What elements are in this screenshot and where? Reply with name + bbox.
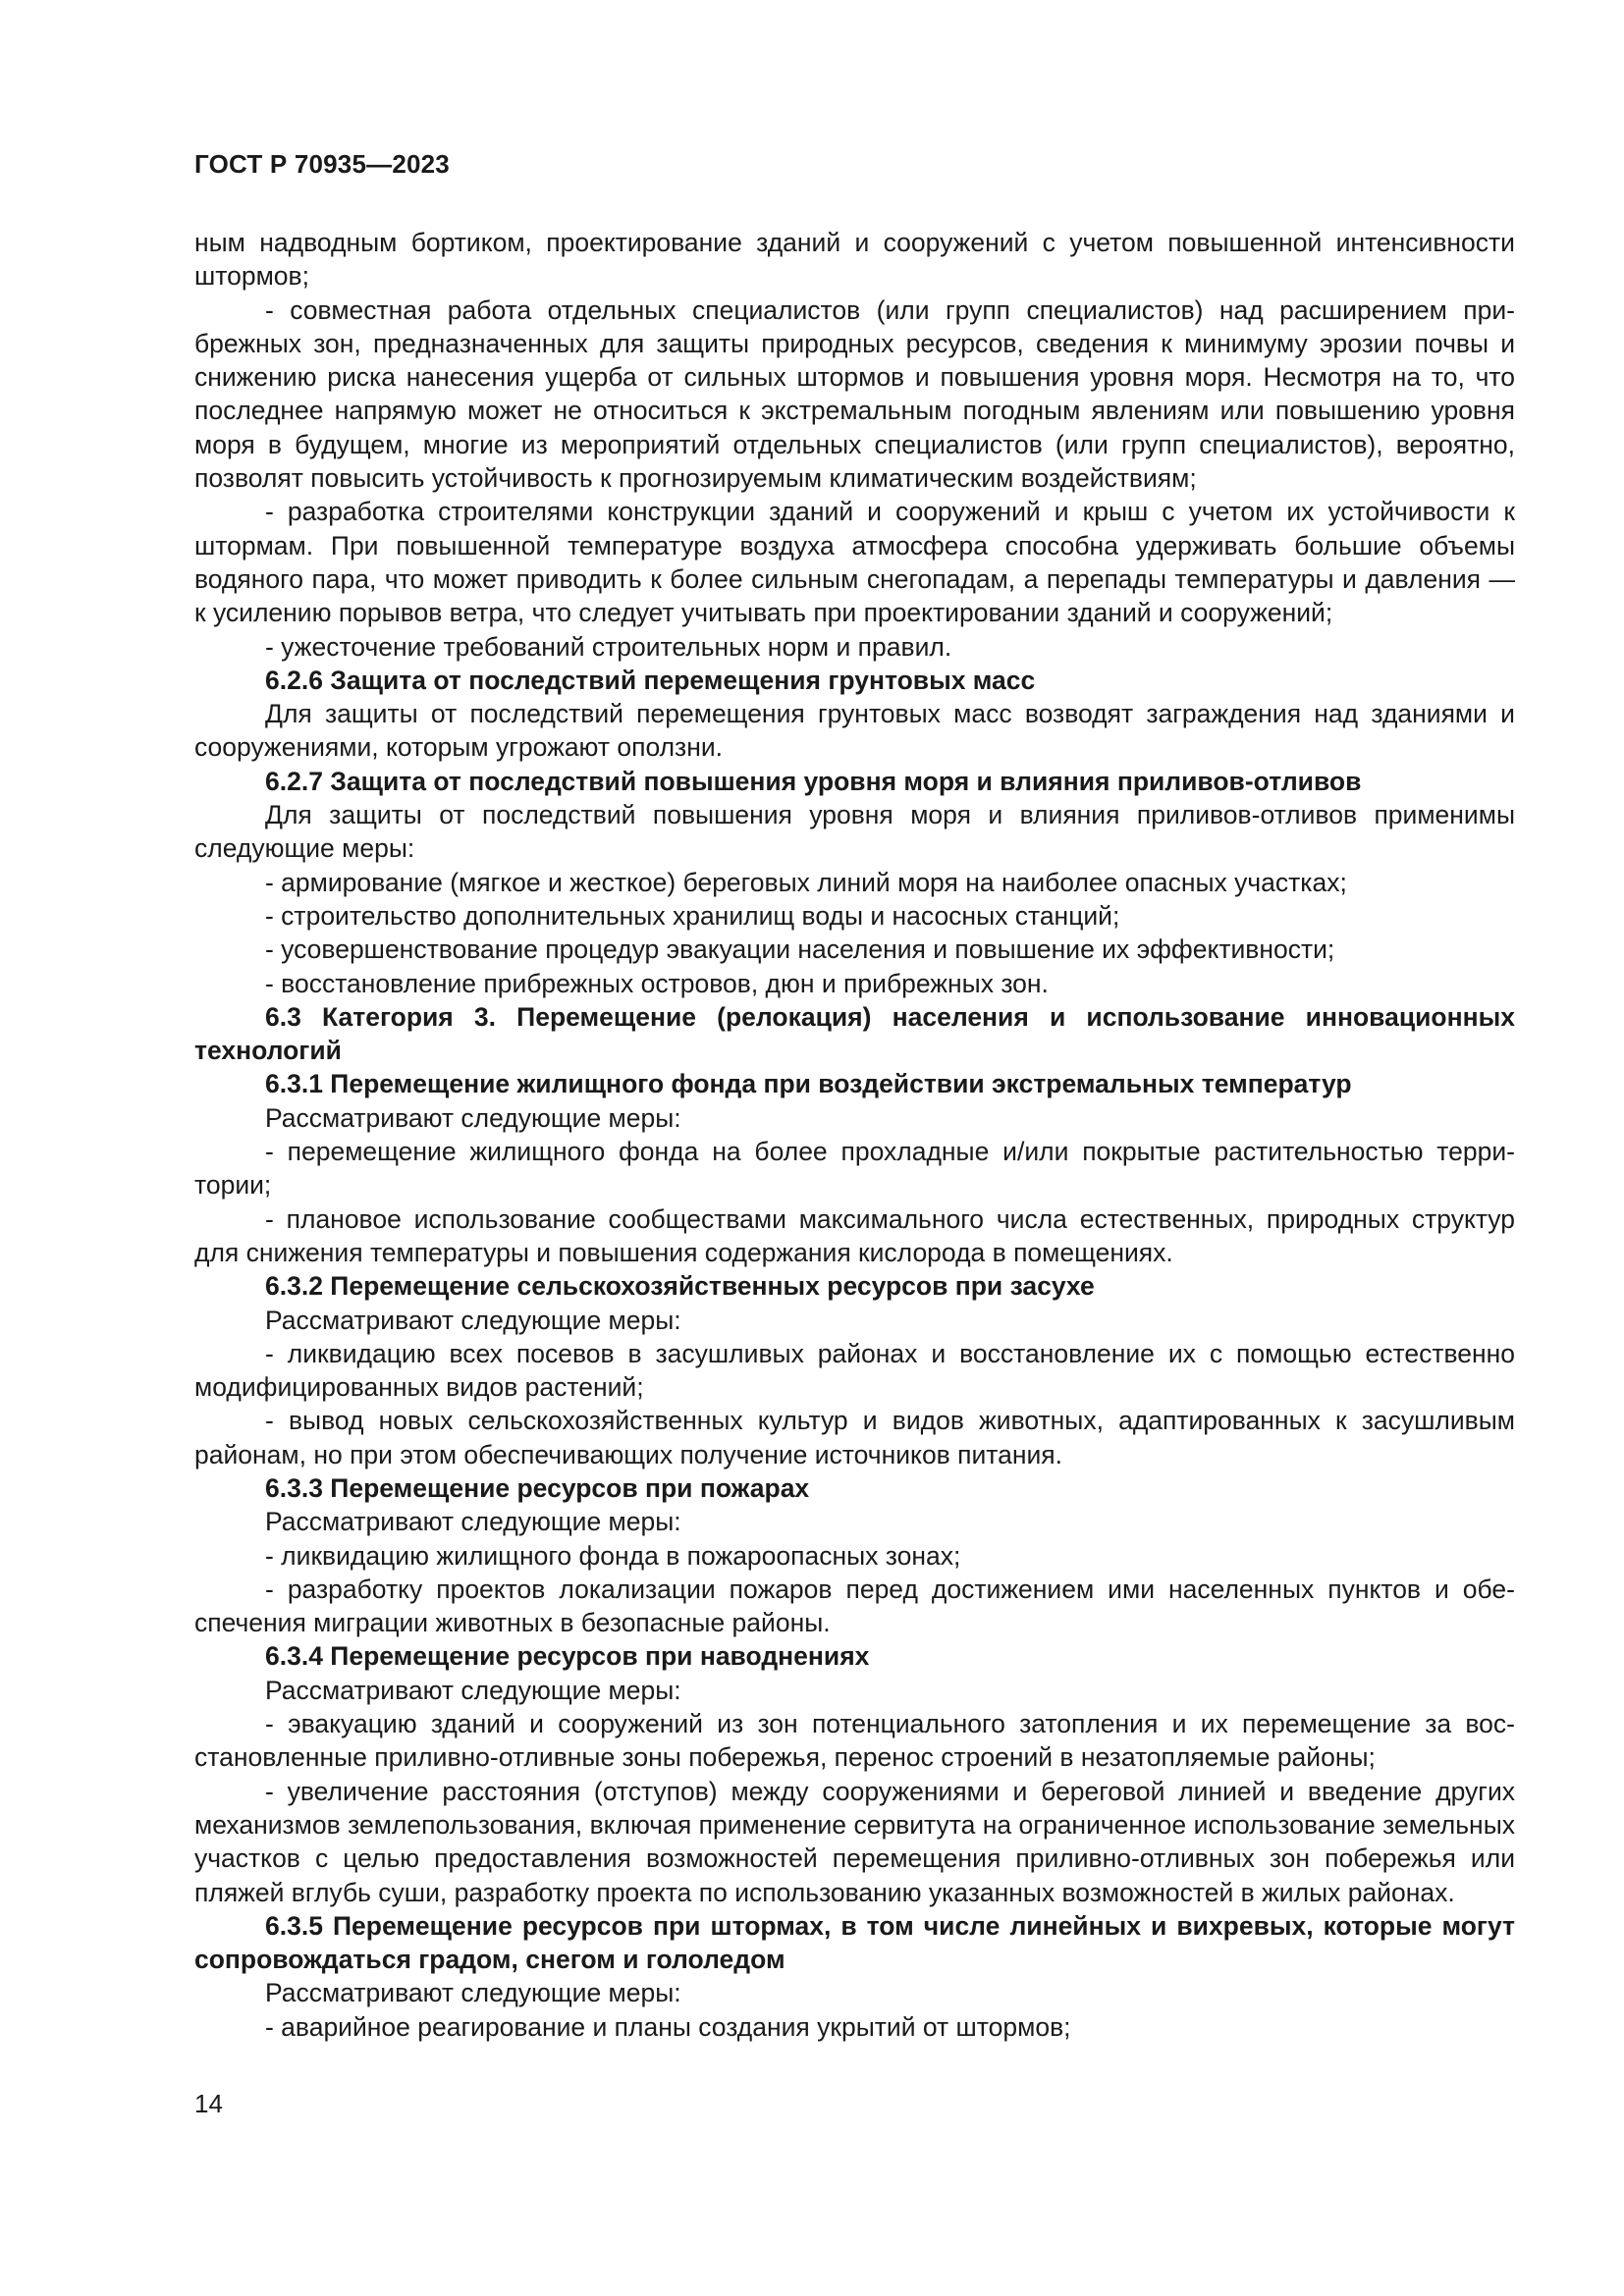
- section-heading: 6.3.4 Перемещение ресурсов при наводнениях: [265, 1641, 870, 1672]
- paragraph: - эвакуацию зданий и сооружений из зон потенциального затопления и их перемещение за восстановленные приливно-отливные зоны побережья, перенос строений в незатопляемые районы;: [194, 1709, 1515, 1773]
- paragraph: - восстановление прибрежных островов, дюн и прибрежных зон.: [265, 968, 1049, 998]
- paragraph: - плановое использование сообществами максимального числа естественных, природных структур для снижения температуры и повышения содержания кислорода в помещениях.: [194, 1203, 1515, 1267]
- paragraph: - совместная работа отдельных специалистов (или групп специалистов) над расширением прибрежных зон, предназначенных для защиты природных ресурсов, сведения к минимуму эрозии почвы и снижению риска нанесения ущерба от сильных штормов и повышения уровня моря. Несмотря на то, что последнее напрямую может не относиться к экстремальным погодным явлениям или повышению уровня моря в будущем, многие из мероприятий отдельных специалистов (или групп специалистов), вероятно, позволят повысить устойчивость к прогнозируемым климатическим воздействиям;: [194, 294, 1515, 494]
- paragraph: Рассматривают следующие меры:: [265, 1675, 681, 1705]
- paragraph: Рассматривают следующие меры:: [265, 1102, 681, 1133]
- section-heading: 6.3 Категория 3. Перемещение (релокация) населения и использование инновационных технологий: [194, 1001, 1515, 1066]
- paragraph: - перемещение жилищного фонда на более прохладные и/или покрытые растительностью территории;: [194, 1137, 1515, 1201]
- section-heading: 6.3.1 Перемещение жилищного фонда при воздействии экстремальных температур: [265, 1069, 1352, 1099]
- paragraph: Для защиты от последствий повышения уровня моря и влияния приливов-отливов применимы следующие меры:: [194, 800, 1515, 864]
- page-number: 14: [194, 2089, 223, 2118]
- paragraph: Рассматривают следующие меры:: [265, 1305, 681, 1335]
- paragraph: - разработку проектов локализации пожаров перед достижением ими населенных пунктов и обеспечения миграции животных в безопасные районы.: [194, 1574, 1515, 1638]
- paragraph: - разработка строителями конструкции зданий и сооружений и крыш с учетом их устойчивости к штормам. При повышенной температуре воздуха атмосфера способна удерживать большие объемы водяного пара, что может приводить к более сильным снегопадам, а перепады температуры и давления — к усилению порывов ветра, что следует учитывать при проектировании зданий и сооружений;: [194, 497, 1515, 628]
- paragraph: - аварийное реагирование и планы создания укрытий от штормов;: [265, 2011, 1071, 2042]
- paragraph: Для защиты от последствий перемещения грунтовых масс возводят заграждения над зданиями и сооружениями, которым угрожают оползни.: [194, 699, 1515, 763]
- paragraph: - армирование (мягкое и жесткое) береговых линий моря на наиболее опасных участках;: [265, 867, 1347, 897]
- paragraph: - ликвидацию всех посевов в засушливых районах и восстановление их с помощью естественно модифицированных видов растений;: [194, 1338, 1515, 1403]
- paragraph: - ужесточение требований строительных норм и правил.: [265, 631, 952, 662]
- section-heading: 6.2.6 Защита от последствий перемещения грунтовых масс: [265, 665, 1036, 695]
- document-body: [194, 226, 1515, 2044]
- section-heading: 6.3.5 Перемещение ресурсов при штормах, в том числе линейных и вихревых, которые могут сопровождаться градом, снегом и гололедом: [194, 1910, 1515, 1975]
- paragraph: - вывод новых сельскохозяйственных культур и видов животных, адаптированных к засушливым районам, но при этом обеспечивающих получение источников питания.: [194, 1406, 1515, 1469]
- paragraph: Рассматривают следующие меры:: [265, 1978, 681, 2008]
- paragraph: - увеличение расстояния (отступов) между сооружениями и береговой линией и введение других механизмов землепользования, включая применение сервитута на ограниченное использование земельных участков с целью предоставления возможностей перемещения приливно-отливных зон побережья или пляжей вглубь суши, разработку проекта по использованию указанных возможностей в жилых районах.: [194, 1776, 1515, 1907]
- paragraph: Рассматривают следующие меры:: [265, 1507, 681, 1537]
- paragraph: - ликвидацию жилищного фонда в пожароопасных зонах;: [265, 1540, 961, 1571]
- paragraph-continuation: ным надводным бортиком, проектирование зданий и сооружений с учетом повышенной интенсивности штормов;: [194, 228, 1515, 292]
- section-heading: 6.3.2 Перемещение сельскохозяйственных ресурсов при засухе: [265, 1271, 1095, 1302]
- section-heading: 6.2.7 Защита от последствий повышения уровня моря и влияния приливов-отливов: [265, 766, 1362, 796]
- section-heading: 6.3.3 Перемещение ресурсов при пожарах: [265, 1472, 810, 1503]
- paragraph: - строительство дополнительных хранилищ воды и насосных станций;: [265, 900, 1120, 931]
- document-header: ГОСТ Р 70935—2023: [194, 149, 450, 179]
- paragraph: - усовершенствование процедур эвакуации населения и повышение их эффективности;: [265, 934, 1335, 965]
